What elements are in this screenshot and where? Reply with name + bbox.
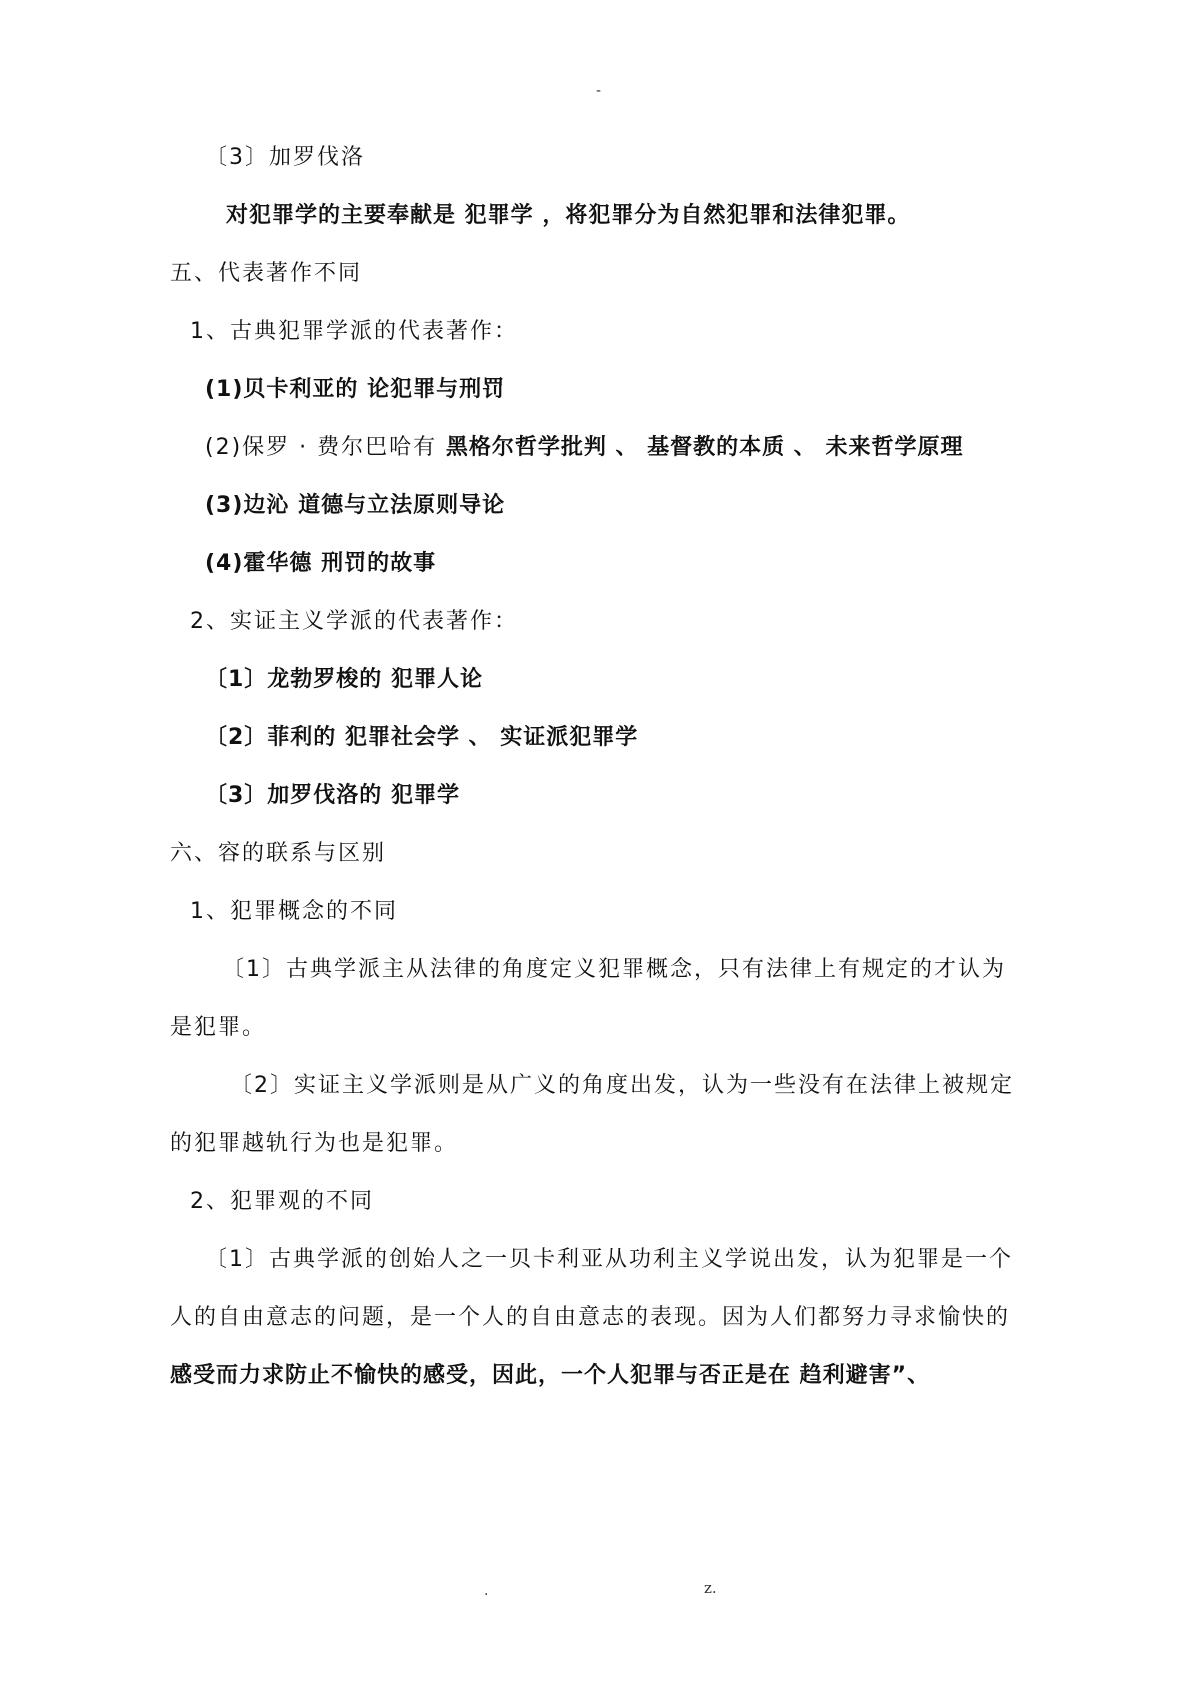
paragraph-line: 人的自由意志的问题，是一个人的自由意志的表现。因为人们都努力寻求愉快的: [170, 1305, 1011, 1330]
page-header-mark: -: [596, 83, 602, 99]
paragraph-line: 〔2〕实证主义学派则是从广义的角度出发，认为一些没有在法律上被规定: [230, 1073, 1014, 1098]
list-item: (1)贝卡利亚的 论犯罪与刑罚: [205, 377, 506, 402]
section-heading: 六、容的联系与区别: [170, 841, 387, 866]
list-item: 〔2〕菲利的 犯罪社会学 、 实证派犯罪学: [205, 725, 639, 750]
text-line: 〔3〕加罗伐洛: [205, 145, 365, 170]
list-item: (4)霍华德 刑罚的故事: [205, 551, 437, 576]
list-item-author: (2)保罗 · 费尔巴哈有: [205, 435, 438, 460]
footer-dot: .: [484, 1583, 489, 1599]
section-heading: 五、代表著作不同: [170, 261, 363, 286]
paragraph-line: 是犯罪。: [170, 1015, 267, 1040]
text-line: 对犯罪学的主要奉献是 犯罪学 ，将犯罪分为自然犯罪和法律犯罪。: [226, 203, 911, 228]
paragraph-line: 感受而力求防止不愉快的感受，因此，一个人犯罪与否正是在 趋利避害”、: [170, 1363, 931, 1388]
list-item: [205, 433, 963, 463]
subsection-heading: 2、实证主义学派的代表著作：: [190, 609, 518, 634]
subsection-heading: 1、古典犯罪学派的代表著作：: [190, 319, 518, 344]
subsection-heading: 1、犯罪概念的不同: [190, 899, 398, 924]
subsection-heading: 2、犯罪观的不同: [190, 1189, 374, 1214]
list-item-works: 黑格尔哲学批判 、 基督教的本质 、 未来哲学原理: [437, 435, 964, 460]
paragraph-line: 〔1〕古典学派主从法律的角度定义犯罪概念，只有法律上有规定的才认为: [222, 957, 1006, 982]
list-item: (3)边沁 道德与立法原则导论: [205, 493, 506, 518]
paragraph-line: 〔1〕古典学派的创始人之一贝卡利亚从功利主义学说出发，认为犯罪是一个: [205, 1247, 1013, 1272]
list-item: 〔3〕加罗伐洛的 犯罪学: [205, 783, 460, 808]
list-item: 〔1〕龙勃罗梭的 犯罪人论: [205, 667, 483, 692]
footer-mark: z.: [704, 1579, 717, 1597]
paragraph-line: 的犯罪越轨行为也是犯罪。: [170, 1131, 459, 1156]
